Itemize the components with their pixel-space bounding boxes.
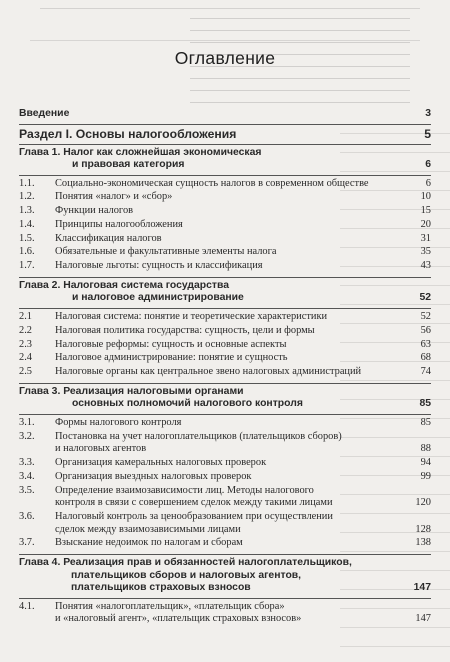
toc-item[interactable]: [19, 366, 431, 379]
toc-item[interactable]: [19, 246, 431, 259]
toc-chapter-number: Глава 3.: [19, 385, 61, 397]
toc-item-text: Постановка на учет налогоплательщиков (плательщиков сборов): [55, 430, 342, 442]
toc-item-number: 2.1: [19, 310, 32, 322]
toc-item-page: 138: [415, 537, 431, 549]
toc-chapter-title: [19, 280, 411, 305]
toc-item-number: 1.1.: [19, 177, 35, 189]
toc-item[interactable]: [19, 417, 431, 430]
toc-item-number: 1.7.: [19, 260, 35, 272]
toc-item-text: Функции налогов: [55, 205, 134, 217]
toc-item[interactable]: [19, 191, 431, 204]
toc-item-number: 3.3.: [19, 457, 35, 469]
toc-item-title: [19, 233, 411, 246]
toc-chapter-title-line: и правовая категория: [72, 159, 185, 170]
toc-item-number: 1.3.: [19, 205, 35, 217]
toc-item[interactable]: [19, 457, 431, 470]
toc-item-page: 99: [420, 470, 431, 482]
toc-chapter-title-line: плательщиков страховых взносов: [71, 582, 251, 594]
toc-item-page: 20: [420, 218, 431, 230]
toc-item-page: 74: [420, 366, 431, 378]
toc-chapter-page: 52: [419, 292, 431, 304]
toc-item-text: Налоговая политика государства: сущность, цели и формы: [55, 324, 315, 336]
toc-item-text: и налоговых агентов: [55, 443, 147, 455]
toc-item-text: Взыскание недоимок по налогам и сборам: [55, 537, 243, 549]
toc-item-title: [19, 311, 411, 324]
toc-item[interactable]: [19, 485, 431, 510]
toc-chapter-1[interactable]: [19, 147, 431, 172]
toc-chapter-title-line: основных полномочий налогового контроля: [72, 398, 303, 410]
toc-item-page: 10: [420, 191, 431, 203]
toc-item-page: 15: [420, 205, 431, 217]
toc-item-title: [19, 325, 411, 338]
toc-item-title: [19, 260, 411, 273]
toc-item-number: 1.4.: [19, 218, 35, 230]
toc-item-text: Налоговый контроль за ценообразованием при осуществлении: [55, 510, 333, 522]
toc-item-title: [19, 511, 411, 536]
toc-item-text: Обязательные и факультативные элементы налога: [55, 246, 277, 258]
toc-item-title: [19, 485, 411, 510]
toc-item-number: 2.3: [19, 338, 32, 350]
toc-item[interactable]: [19, 233, 431, 246]
toc-item-page: 88: [420, 443, 431, 455]
toc-section-1-label: Раздел I. Основы налогообложения: [19, 126, 237, 141]
toc-item[interactable]: [19, 537, 431, 550]
toc-item-text: Налоговые реформы: сущность и основные аспекты: [55, 338, 287, 350]
toc-item[interactable]: [19, 601, 431, 626]
toc-item-page: 147: [415, 613, 431, 625]
toc-item-page: 6: [425, 177, 431, 189]
toc-chapter-number: Глава 1.: [19, 146, 61, 158]
toc-item-text: Социально-экономическая сущность налогов в современном обществе: [55, 177, 369, 189]
toc-item-title: [19, 457, 411, 470]
toc-item-text: Принципы налогообложения: [55, 218, 183, 230]
toc-item[interactable]: [19, 431, 431, 456]
toc-item-page: 68: [420, 352, 431, 364]
toc-item-page: 94: [420, 457, 431, 469]
toc-item[interactable]: [19, 178, 431, 191]
toc-item-text: Понятия «налогоплательщик», «плательщик сбора»: [55, 600, 285, 612]
chapters-container: [19, 144, 431, 631]
toc-chapter-number: Глава 2.: [19, 279, 61, 291]
toc-item-number: 3.6.: [19, 510, 35, 522]
toc-chapter-title-line: и налоговое администрирование: [72, 292, 244, 304]
toc-item-page: 43: [420, 260, 431, 272]
toc-item-number: 3.1.: [19, 416, 35, 428]
toc-item[interactable]: [19, 311, 431, 324]
toc-chapter-title-line: плательщиков сборов и налоговых агентов,: [71, 569, 302, 581]
toc-chapter-4[interactable]: [19, 557, 431, 595]
toc-item-title: [19, 431, 411, 456]
toc-item-page: 63: [420, 338, 431, 350]
toc-item-number: 2.2: [19, 324, 32, 336]
toc-item-page: 52: [420, 310, 431, 322]
toc-item-title: [19, 601, 411, 626]
toc-item-text: Организация выездных налоговых проверок: [55, 470, 252, 482]
toc-item-title: [19, 178, 411, 191]
toc-item[interactable]: [19, 471, 431, 484]
toc-chapter-page: 85: [419, 398, 431, 410]
table-of-contents: [19, 100, 431, 630]
toc-item-text: Налоговые льготы: сущность и классификация: [55, 260, 263, 272]
toc-item-page: 85: [420, 416, 431, 428]
toc-item[interactable]: [19, 219, 431, 232]
toc-item-page: 35: [420, 246, 431, 258]
toc-item-number: 1.6.: [19, 246, 35, 258]
toc-intro-page: 3: [425, 108, 431, 119]
toc-item-title: [19, 537, 411, 550]
toc-item-title: [19, 471, 411, 484]
toc-chapter-title: [19, 557, 411, 595]
toc-item-text: Налоговые органы как центральное звено налоговых администраций: [55, 366, 362, 378]
toc-item-page: 128: [415, 523, 431, 535]
toc-section-1-page: 5: [424, 126, 431, 141]
toc-item-text: Налоговая система: понятие и теоретические характеристики: [55, 310, 328, 322]
toc-item-title: [19, 246, 411, 259]
toc-item-number: 3.5.: [19, 484, 35, 496]
toc-item-title: [19, 352, 411, 365]
toc-item-number: 2.4: [19, 352, 32, 364]
toc-chapter-title: [19, 386, 411, 411]
toc-item-text: Классификация налогов: [55, 232, 162, 244]
toc-chapter-title-line: Реализация прав и обязанностей налогоплательщиков,: [63, 557, 352, 569]
toc-item-text: контроля в связи с совершением сделок между такими лицами: [55, 497, 333, 509]
toc-chapter-title-line: Налоговая система государства: [63, 279, 230, 291]
toc-chapter-3[interactable]: [19, 386, 431, 411]
toc-item-number: 3.4.: [19, 470, 35, 482]
toc-chapter-page: 147: [413, 582, 431, 594]
toc-item[interactable]: [19, 260, 431, 273]
toc-item-number: 2.5: [19, 366, 32, 378]
toc-item-title: [19, 191, 411, 204]
toc-chapter-title-line: Реализация налоговыми органами: [63, 385, 244, 397]
toc-item-number: 3.2.: [19, 430, 35, 442]
toc-chapter-number: Глава 4.: [19, 557, 61, 569]
toc-section-1[interactable]: [19, 127, 431, 142]
toc-item-number: 1.2.: [19, 191, 35, 203]
toc-intro-label: Введение: [19, 108, 70, 119]
toc-item-text: сделок между взаимозависимыми лицами: [55, 523, 241, 535]
toc-item[interactable]: [19, 205, 431, 218]
toc-chapter-page: 6: [425, 159, 431, 170]
toc-intro[interactable]: [19, 108, 431, 121]
toc-item-page: 56: [420, 324, 431, 336]
toc-item-page: 31: [420, 232, 431, 244]
toc-item-text: и «налоговый агент», «плательщик страховых взносов»: [55, 613, 302, 625]
toc-item[interactable]: [19, 325, 431, 338]
toc-item-text: Формы налогового контроля: [55, 416, 182, 428]
toc-item-number: 1.5.: [19, 232, 35, 244]
toc-item[interactable]: [19, 339, 431, 352]
toc-chapter-title-line: Налог как сложнейшая экономическая: [63, 146, 262, 158]
toc-item-title: [19, 219, 411, 232]
toc-item-title: [19, 366, 411, 379]
toc-item-text: Налоговое администрирование: понятие и сущность: [55, 352, 288, 364]
toc-item-text: Определение взаимозависимости лиц. Методы налогового: [55, 484, 314, 496]
toc-item-text: Организация камеральных налоговых проверок: [55, 457, 267, 469]
toc-chapter-title: [19, 147, 411, 172]
toc-item-number: 3.7.: [19, 537, 35, 549]
toc-item-title: [19, 205, 411, 218]
toc-item[interactable]: [19, 511, 431, 536]
toc-item-number: 4.1.: [19, 600, 35, 612]
page-title: Оглавление: [174, 48, 276, 68]
toc-item-page: 120: [415, 497, 431, 509]
toc-item-title: [19, 339, 411, 352]
toc-chapter-2[interactable]: [19, 280, 431, 305]
toc-item-text: Понятия «налог» и «сбор»: [55, 191, 173, 203]
toc-item-title: [19, 417, 411, 430]
toc-item[interactable]: [19, 352, 431, 365]
